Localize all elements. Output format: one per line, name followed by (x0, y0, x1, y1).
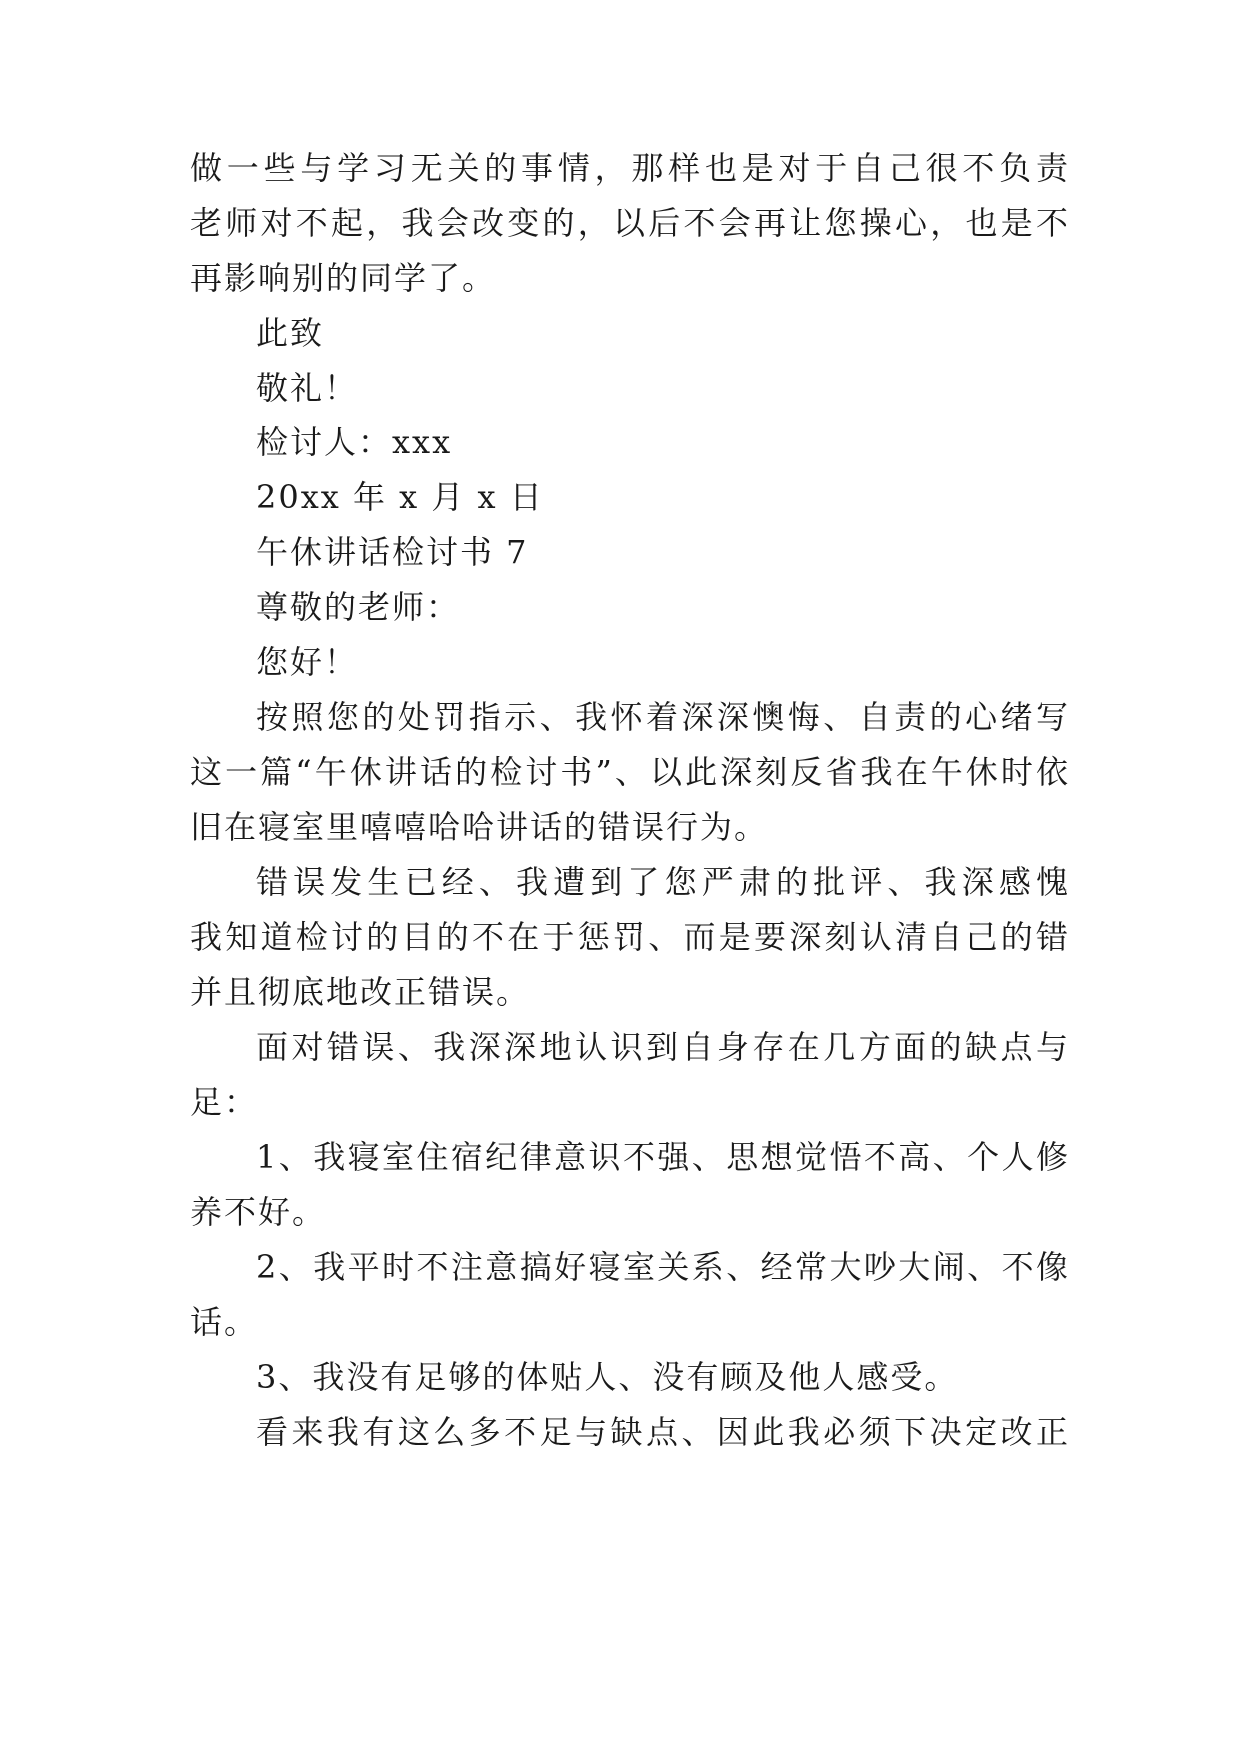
greeting-recipient: 尊敬的老师： (256, 588, 461, 626)
text-line: 养不好。 (190, 1193, 327, 1231)
text-line: 这一篇“午休讲话的检讨书”、以此深刻反省我在午休时依 (190, 753, 1070, 791)
text-line: 旧在寝室里嘻嘻哈哈讲话的错误行为。 (190, 808, 769, 846)
signature-author: 检讨人：xxx (256, 423, 453, 461)
text-line: 看来我有这么多不足与缺点、因此我必须下决定改正 (256, 1413, 1070, 1451)
text-line: 面对错误、我深深地认识到自身存在几方面的缺点与 (256, 1028, 1070, 1066)
text-line: 老师对不起，我会改变的，以后不会再让您操心，也是不 (190, 204, 1070, 242)
text-line: 我知道检讨的目的不在于惩罚、而是要深刻认清自己的错 (190, 918, 1070, 956)
text-line: 按照您的处罚指示、我怀着深深懊悔、自责的心绪写 (256, 698, 1070, 736)
greeting-hello: 您好！ (256, 643, 359, 681)
signature-date: 20xx 年 x 月 x 日 (256, 478, 544, 516)
section-title: 午休讲话检讨书 7 (256, 533, 529, 571)
text-line: 并且彻底地改正错误。 (190, 973, 531, 1011)
closing-regards: 敬礼！ (256, 369, 359, 407)
list-item-2: 2、我平时不注意搞好寝室关系、经常大吵大闹、不像 (256, 1248, 1070, 1286)
text-line: 足： (190, 1083, 259, 1121)
text-line: 错误发生已经、我遭到了您严肃的批评、我深感愧 (256, 863, 1070, 901)
list-item-3: 3、我没有足够的体贴人、没有顾及他人感受。 (256, 1358, 959, 1396)
text-line: 话。 (190, 1303, 259, 1341)
text-line: 做一些与学习无关的事情，那样也是对于自己很不负责 (190, 149, 1070, 187)
list-item-1: 1、我寝室住宿纪律意识不强、思想觉悟不高、个人修 (256, 1138, 1070, 1176)
closing-salutation: 此致 (256, 314, 325, 352)
text-line: 再影响别的同学了。 (190, 259, 497, 297)
